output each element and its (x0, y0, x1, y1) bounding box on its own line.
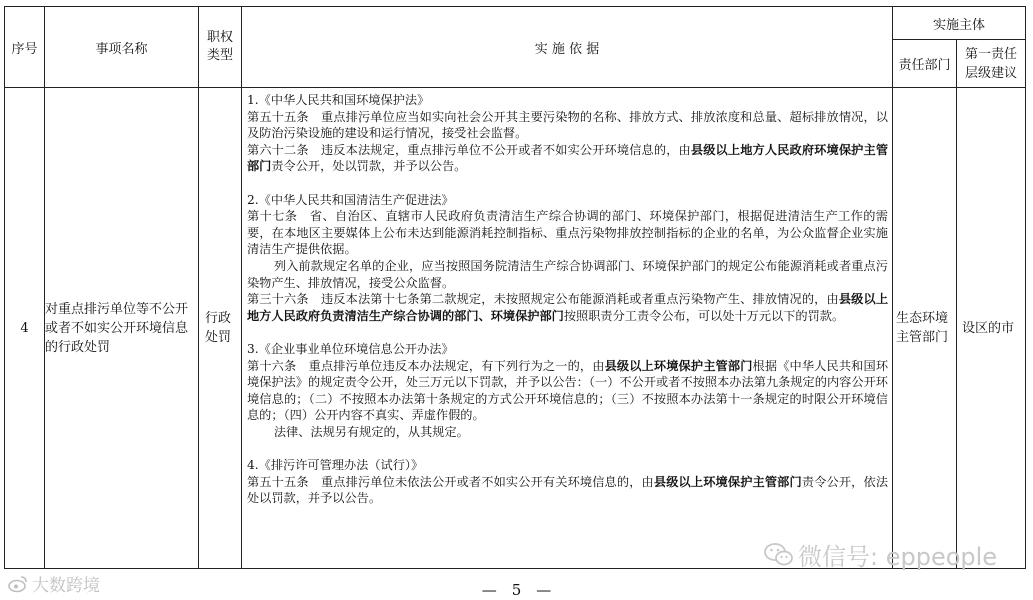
basis-text: 第三十六条 违反本法第十七条第二款规定，未按照规定公布能源消耗或者重点污染物产生、排放情况的，由 (247, 292, 839, 307)
basis-section-3-title: 3.《企业事业单位环境信息公开办法》 (247, 341, 454, 356)
basis-section-3-para-1 (247, 358, 888, 424)
basis-text: 责令公开，处以罚款，并予以公告。 (271, 159, 467, 174)
row-seq: 4 (5, 88, 45, 569)
basis-section-2-para-2: 列入前款规定名单的企业，应当按照国务院清洁生产综合协调部门、环境保护部门的规定公布能源消耗或者重点污染物产生、排放情况，接受公众监督。 (247, 258, 888, 290)
header-item-name: 事项名称 (45, 7, 199, 88)
basis-highlight: 县级以上地方人民政府环境保护主管部门 (247, 142, 889, 174)
basis-highlight: 县级以上地方人民政府负责清洁生产综合协调的部门、环境保护部门 (247, 292, 889, 323)
header-level: 第一责任层级建议 (957, 40, 1026, 88)
basis-text: 第十六条 重点排污单位违反本办法规定，有下列行为之一的，由 (247, 358, 605, 373)
wechat-icon (764, 542, 794, 574)
page-number: — 5 — (481, 581, 552, 599)
header-basis: 实 施 依 据 (242, 7, 893, 88)
row-basis (242, 88, 893, 569)
basis-section-4-para-1 (247, 474, 888, 507)
row-item-name: 对重点排污单位等不公开或者不如实公开环境信息的行政处罚 (45, 88, 199, 569)
header-dept: 责任部门 (893, 40, 957, 88)
basis-section-1-title: 1.《中华人民共和国环境保护法》 (247, 93, 430, 107)
basis-highlight: 县级以上环境保护主管部门 (604, 358, 753, 373)
basis-section-1-para-2 (247, 142, 888, 175)
basis-text: 按照职责分工责令公布，可以处十万元以下的罚款。 (563, 308, 845, 323)
basis-section-1-para-1: 第五十五条 重点排污单位应当如实向社会公开其主要污染物的名称、排放方式、排放浓度和总量、超标排放情况，以及防治污染设施的建设和运行情况，接受社会监督。 (247, 109, 888, 141)
row-dept: 生态环境主管部门 (893, 88, 957, 569)
header-authority-type: 职权类型 (199, 7, 242, 88)
basis-text: 第六十二条 违反本法规定，重点排污单位不公开或者不如实公开环境信息的，由 (247, 142, 691, 157)
header-subject: 实施主体 (893, 7, 1026, 40)
row-authority-type: 行政处罚 (199, 88, 242, 569)
basis-text: 责令公开，依法处以罚款，并予以公告。 (247, 474, 889, 506)
authority-table (4, 6, 1026, 569)
table-row (5, 88, 1026, 569)
basis-text: 第五十五条 重点排污单位未依法公开或者不如实公开有关环境信息的，由 (247, 474, 654, 489)
row-level: 设区的市 (957, 88, 1026, 569)
basis-section-2-para-1: 第十七条 省、自治区、直辖市人民政府负责清洁生产综合协调的部门、环境保护部门，根据促进清洁生产工作的需要，在本地区主要媒体上公布未达到能源消耗控制指标、重点污染物排放控制指标的企业的名单，为公众监督企业实施清洁生产提供依据。 (247, 209, 888, 257)
basis-section-4-title: 4.《排污许可管理办法（试行）》 (247, 458, 424, 473)
watermark-right-text: 微信号: eppeople (798, 543, 998, 571)
basis-section-3-para-2: 法律、法规另有规定的，从其规定。 (273, 424, 469, 439)
header-seq: 序号 (5, 7, 45, 88)
weibo-icon (8, 575, 28, 598)
basis-text: 根据《中华人民共和国环境保护法》的规定责令公开，处三万元以下罚款，并予以公告：（一）不公开或者不按照本办法第九条规定的内容公开环境信息的；（二）不按照本办法第十条规定的方式公开环境信息的；（三）不按照本办法第十一条规定的时限公开环境信息的；（四）公开内容不真实、弄虚作假的。 (247, 358, 889, 423)
basis-highlight: 县级以上环境保护主管部门 (653, 474, 802, 489)
basis-section-2-para-3 (247, 291, 888, 324)
basis-section-2-title: 2.《中华人民共和国清洁生产促进法》 (247, 192, 454, 207)
watermark-left (8, 571, 100, 598)
watermark-right (764, 537, 997, 574)
watermark-left-text: 大数跨境 (32, 576, 100, 596)
